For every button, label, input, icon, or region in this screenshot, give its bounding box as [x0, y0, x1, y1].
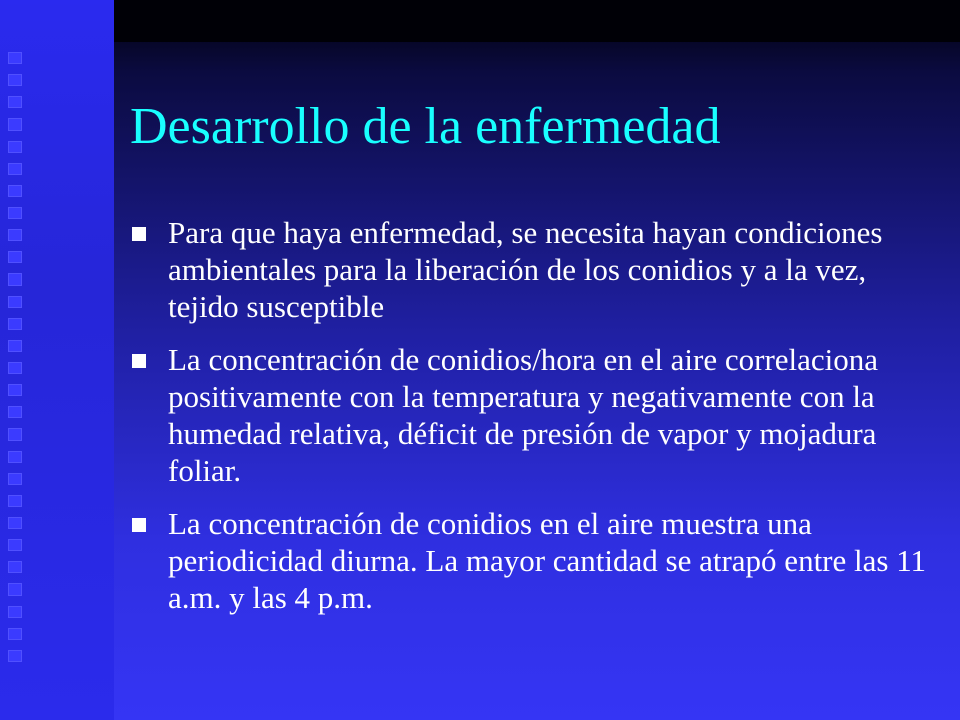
square-bullet-icon	[132, 227, 146, 241]
slide-title: Desarrollo de la enfermedad	[130, 98, 721, 155]
bullet-text: Para que haya enfermedad, se necesita hayan condiciones ambientales para la liberación de los conidios y a la vez, tejido susceptible	[168, 215, 883, 324]
sidebar-square-pattern	[5, 52, 27, 662]
bullet-item	[130, 505, 930, 616]
bullet-text: La concentración de conidios/hora en el aire correlaciona positivamente con la temperatura y negativamente con la humedad relativa, déficit de presión de vapor y mojadura foliar.	[168, 342, 879, 488]
top-dark-band	[114, 0, 960, 42]
bullet-item	[130, 214, 930, 325]
bullet-text: La concentración de conidios en el aire muestra una periodicidad diurna. La mayor cantidad se atrapó entre las 11 a.m. y las 4 p.m.	[168, 506, 927, 615]
square-bullet-icon	[132, 518, 146, 532]
bullet-list	[130, 214, 930, 632]
square-bullet-icon	[132, 354, 146, 368]
bullet-item	[130, 341, 930, 489]
sidebar-decoration	[0, 0, 114, 720]
